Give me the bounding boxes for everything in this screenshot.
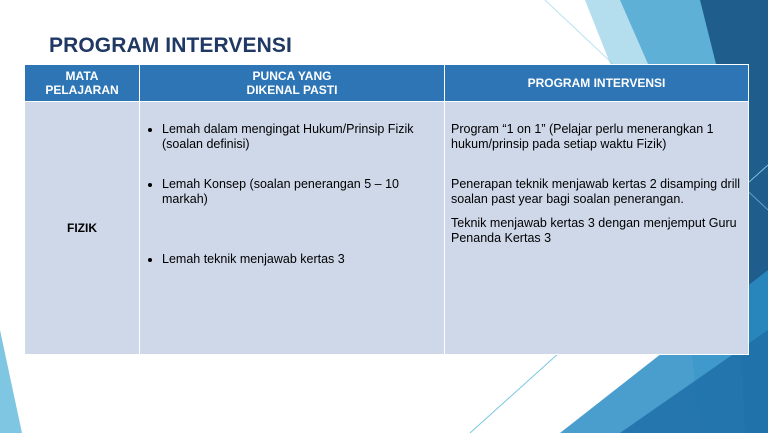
program-item: Program “1 on 1” (Pelajar perlu menerangkan 1 hukum/prinsip pada setiap waktu Fizik) <box>451 122 714 151</box>
table-row <box>25 102 749 355</box>
header-subject-label: MATA PELAJARAN <box>45 69 119 97</box>
header-causes-label: PUNCA YANG DIKENAL PASTI <box>246 69 338 97</box>
causes-list <box>146 122 438 267</box>
subject-cell: FIZIK <box>25 102 140 355</box>
table-header-row <box>25 65 749 102</box>
program-item: Teknik menjawab kertas 3 dengan menjemput Guru Penanda Kertas 3 <box>451 216 737 245</box>
header-programs <box>445 65 749 102</box>
header-causes <box>140 65 445 102</box>
list-item: • Lemah dalam mengingat Hukum/Prinsip Fizik (soalan definisi) <box>162 122 438 151</box>
header-subject <box>25 65 140 102</box>
slide-title: PROGRAM INTERVENSI <box>49 34 292 57</box>
header-programs-label: PROGRAM INTERVENSI <box>527 76 666 90</box>
intervention-table <box>24 64 749 355</box>
program-item: Penerapan teknik menjawab kertas 2 disamping drill soalan past year bagi soalan penerangan. <box>451 177 741 206</box>
list-item: • Lemah teknik menjawab kertas 3 <box>162 252 438 267</box>
programs-cell <box>445 102 749 355</box>
list-item: • Lemah Konsep (soalan penerangan 5 – 10 markah) <box>162 177 438 206</box>
causes-cell <box>140 102 445 355</box>
